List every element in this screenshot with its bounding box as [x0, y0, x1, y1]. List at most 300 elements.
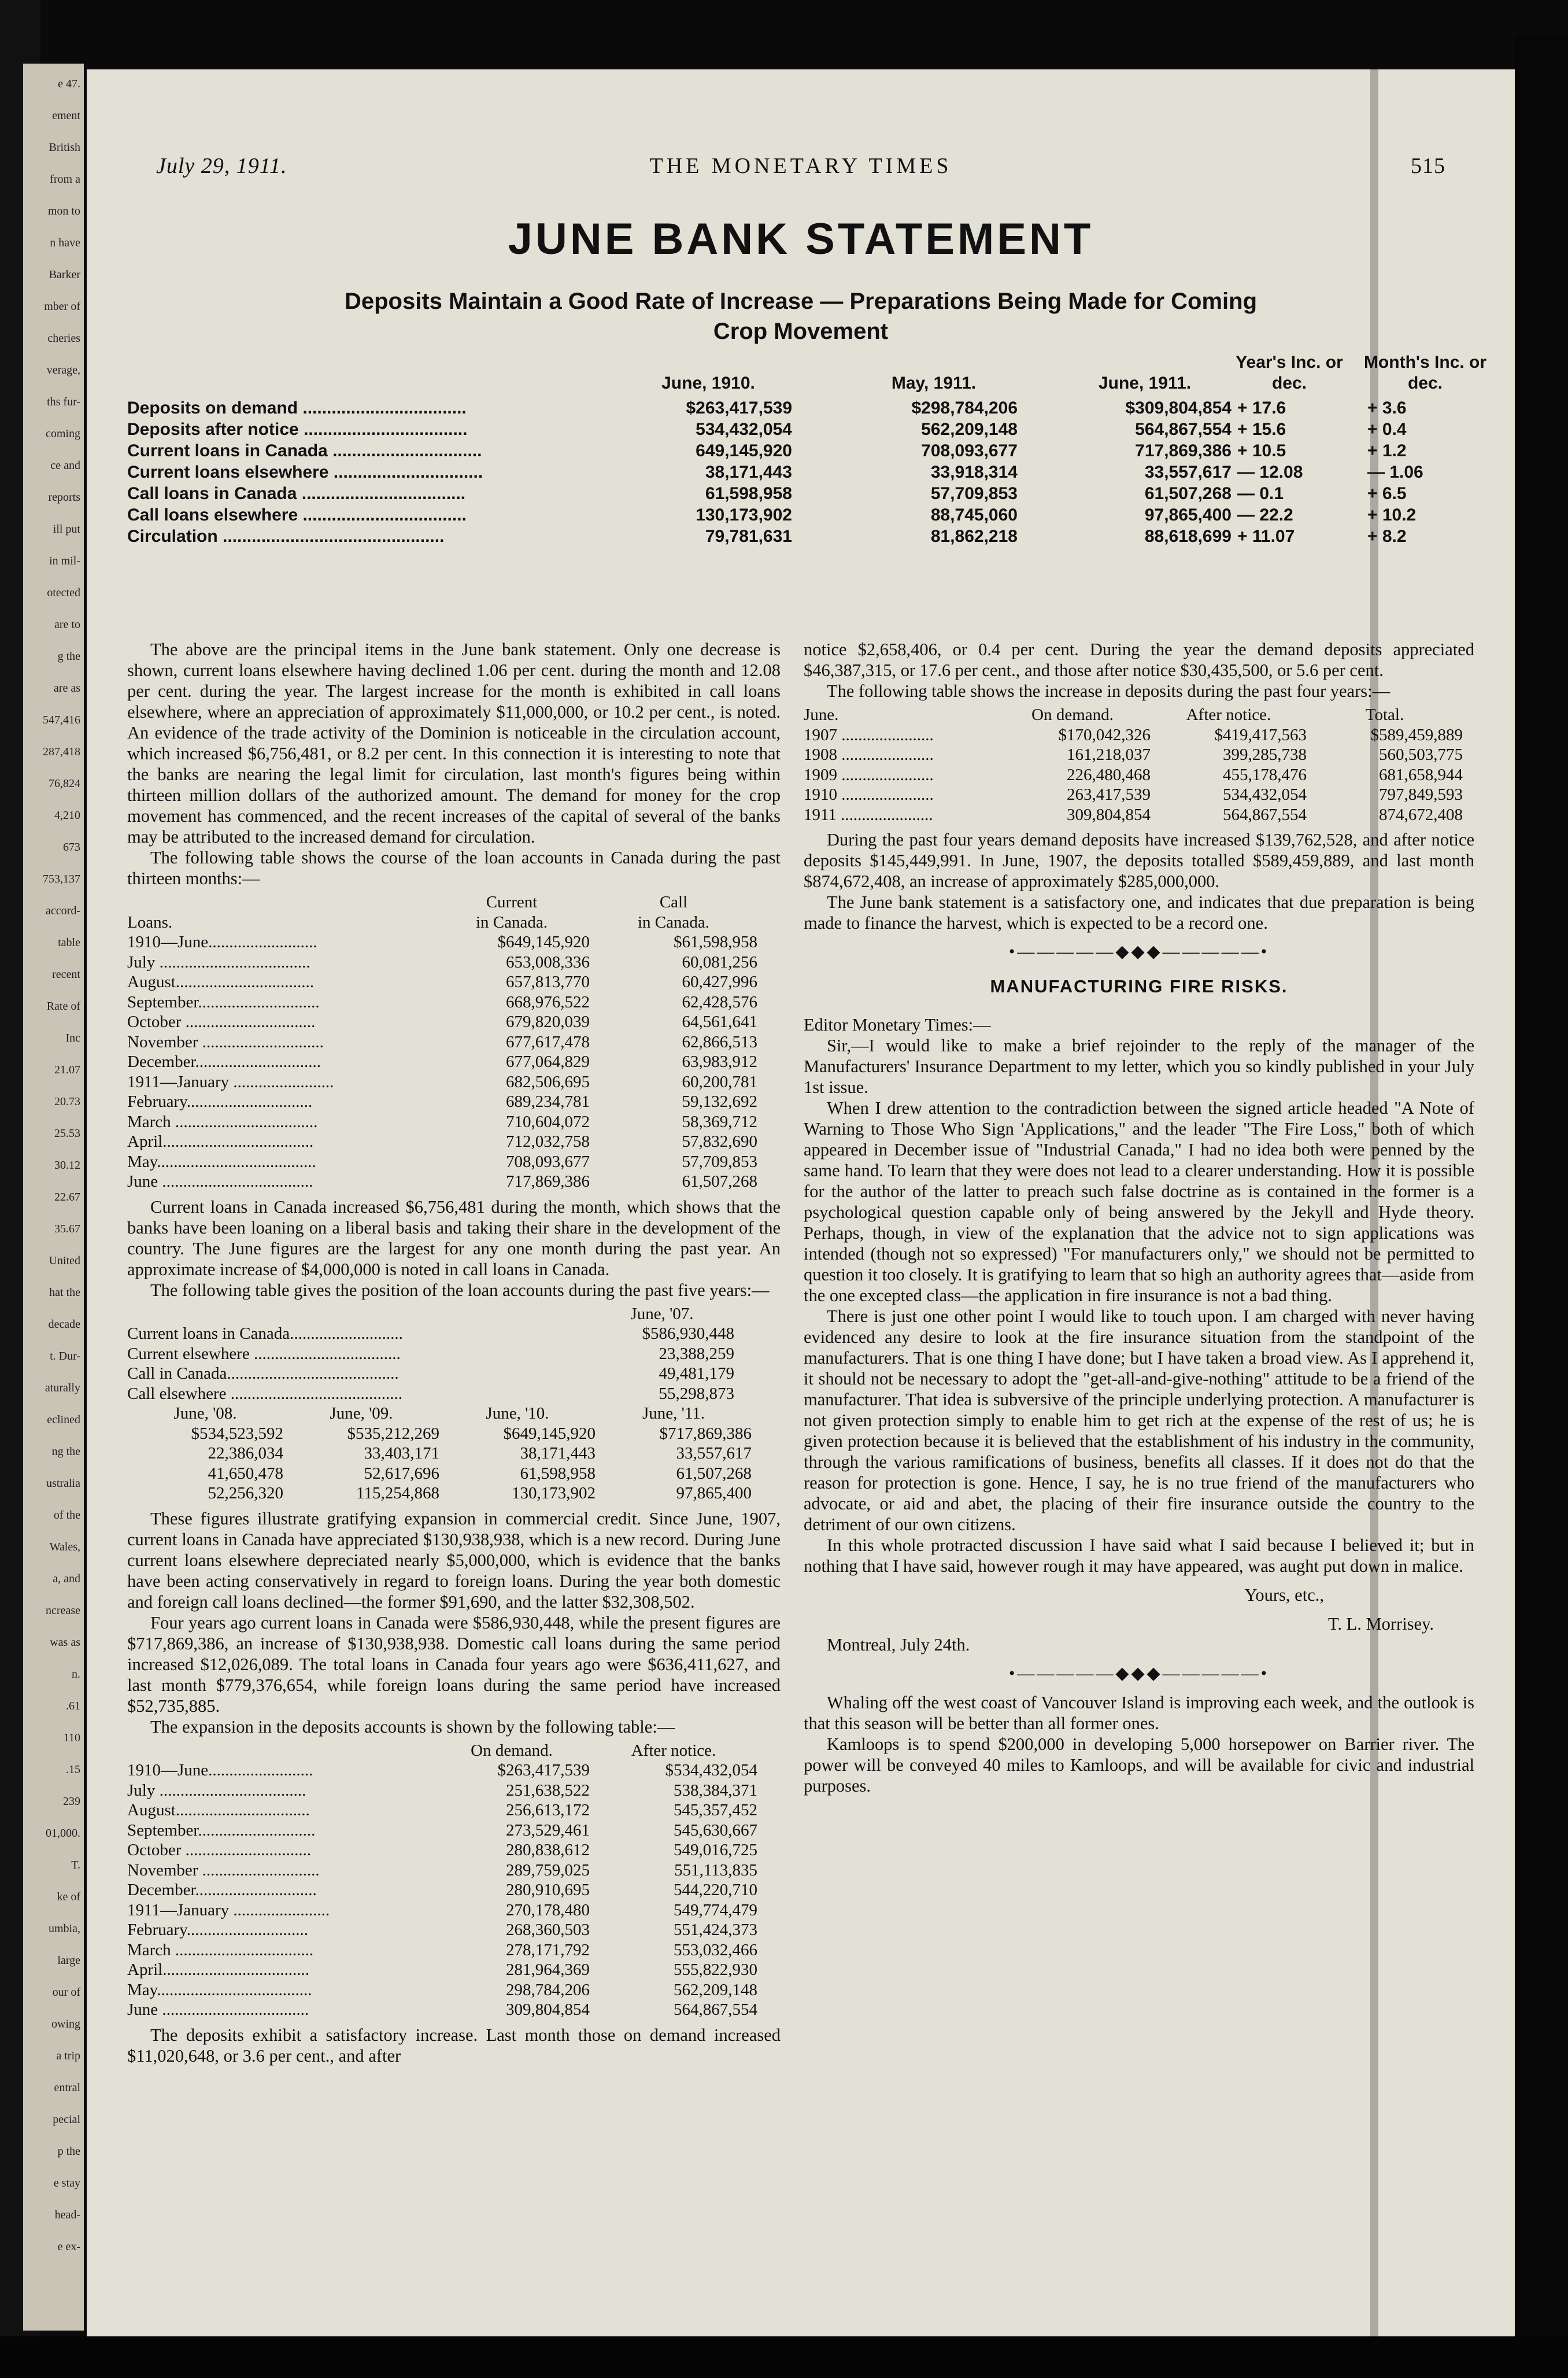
four-year-row-cell: 564,867,554: [1223, 805, 1307, 824]
deposits-row-cell: 549,774,479: [674, 1900, 757, 1919]
col-header-june-1910: June, 1910.: [661, 374, 755, 393]
margin-fragment: ce and: [50, 459, 80, 472]
deposits-row: [127, 1860, 781, 1881]
five-year-cell: 61,507,268: [676, 1464, 752, 1483]
summary-cell: 717,869,386: [1135, 441, 1232, 460]
summary-table: [127, 350, 1492, 547]
loans-row-cell: 64,561,641: [682, 1013, 757, 1031]
loans-row-cell: 60,427,996: [682, 973, 757, 991]
paragraph: These figures illustrate gratifying expansion in commercial credit. Since June, 1907, current loans in Canada have appreciated $130,938,938, which is a new record. During June current loans elsewhere depreciated nearly $5,000,000, which is evidence that the banks have been acting conservatively in regard to foreign loans. During the year both domestic and foreign call loans declined—the former $91,690, and the latter $32,308,502.: [127, 1508, 781, 1612]
four-year-row-cell: 161,218,037: [1067, 745, 1151, 764]
four-year-header: Total.: [1365, 706, 1404, 724]
five-year-header: June, '07.: [630, 1304, 694, 1323]
loans-row: [127, 1092, 781, 1112]
deposits-row-cell: February.............................: [127, 1921, 309, 1939]
four-year-row: [804, 785, 1474, 805]
margin-fragment: our of: [52, 1986, 80, 1999]
loans-row-cell: 712,032,758: [506, 1132, 590, 1151]
loans-row-cell: 1911—January ........................: [127, 1072, 334, 1091]
loans-row-cell: 60,081,256: [682, 952, 757, 972]
deposits-row-cell: 545,357,452: [674, 1801, 757, 1819]
five-year-cell: $535,212,269: [347, 1424, 439, 1443]
loans-row-cell: 63,983,912: [682, 1053, 757, 1071]
dateline: Montreal, July 24th.: [827, 1635, 970, 1655]
summary-cell: + 6.5: [1367, 484, 1407, 503]
deposits-row-cell: 280,910,695: [506, 1881, 590, 1899]
margin-fragment: ustralia: [46, 1477, 80, 1490]
summary-cell: + 10.5: [1237, 441, 1286, 460]
deposits-row-cell: 538,384,371: [674, 1781, 757, 1800]
right-column: [804, 639, 1474, 1796]
margin-fragment: large: [57, 1954, 80, 1967]
summary-row: [127, 504, 1492, 526]
loans-row-cell: 59,132,692: [682, 1092, 757, 1111]
summary-cell: $298,784,206: [911, 398, 1018, 418]
summary-cell: Deposits after notice ..................................: [127, 420, 468, 439]
deposits-row-cell: $263,417,539: [497, 1761, 590, 1779]
deposits-table: [127, 1741, 781, 2020]
margin-fragment: ement: [52, 109, 80, 122]
summary-row: [127, 526, 1492, 547]
loans-row: [127, 1132, 781, 1152]
loans-row: [127, 972, 781, 992]
four-year-table: [804, 705, 1474, 825]
loans-row-cell: June ....................................: [127, 1172, 313, 1191]
four-year-row-cell: 263,417,539: [1067, 785, 1151, 804]
paragraph: Current loans in Canada increased $6,756,481 during the month, which shows that the banks have been loaning on a liberal basis and taking their share in the development of the country. The June figures are the largest for any one month during the past year. An approximate increase of $4,000,000 is noted in call loans in Canada.: [127, 1197, 781, 1279]
loans-row-cell: November .............................: [127, 1032, 324, 1051]
news-item: Kamloops is to spend $200,000 in developing 5,000 horsepower on Barrier river. The power will be conveyed 40 miles to Kamloops, and will be available for civic and industrial purposes.: [804, 1734, 1474, 1796]
summary-table-header: [127, 350, 1492, 397]
four-year-row-cell: 1908 ......................: [804, 745, 934, 764]
margin-fragment: reports: [48, 491, 80, 504]
loans-row-cell: October ...............................: [127, 1013, 316, 1031]
letter-paragraph: Sir,—I would like to make a brief rejoinder to the reply of the manager of the Manufacturers' Insurance Department to my letter, which you so kindly published in your July 1st issue.: [804, 1036, 1474, 1097]
summary-cell: 33,557,617: [1144, 463, 1232, 482]
loans-row-cell: $61,598,958: [674, 933, 757, 951]
summary-cell: 79,781,631: [705, 527, 792, 546]
summary-cell: 562,209,148: [921, 420, 1018, 439]
five-year-row-cell: 23,388,259: [659, 1344, 734, 1363]
loans-row-cell: 677,617,478: [506, 1032, 590, 1051]
margin-fragment: ng the: [51, 1445, 80, 1458]
loans-row-cell: 717,869,386: [506, 1172, 590, 1191]
margin-fragment: .15: [66, 1763, 80, 1776]
deposits-row: [127, 1880, 781, 1900]
loans-row: [127, 1172, 781, 1192]
loans-row-cell: 679,820,039: [506, 1013, 590, 1031]
loans-row-cell: 62,428,576: [682, 992, 757, 1011]
summary-cell: $263,417,539: [686, 398, 792, 418]
scan-edge: [1515, 35, 1568, 2342]
five-year-cell: 38,171,443: [520, 1444, 596, 1463]
margin-fragment: entral: [54, 2081, 80, 2094]
margin-fragment: e 47.: [58, 77, 80, 90]
five-year-row: [127, 1443, 781, 1464]
deposits-row-cell: 551,424,373: [674, 1921, 757, 1939]
summary-cell: + 0.4: [1367, 420, 1407, 439]
margin-fragment: recent: [52, 968, 80, 981]
five-year-row: [127, 1364, 781, 1384]
four-year-row-cell: 1910 ......................: [804, 785, 934, 804]
four-year-row-cell: 797,849,593: [1379, 785, 1463, 804]
margin-fragment: a, and: [53, 1572, 80, 1585]
page-number: 515: [1411, 154, 1445, 178]
deposits-row-cell: 564,867,554: [674, 2000, 757, 2019]
margin-fragment: 01,000.: [46, 1827, 80, 1840]
summary-cell: 81,862,218: [930, 527, 1018, 546]
margin-fragment: 753,137: [43, 873, 80, 885]
margin-fragment: p the: [57, 2145, 80, 2158]
five-year-cell: 33,557,617: [676, 1444, 752, 1463]
loans-row: [127, 1072, 781, 1092]
margin-fragment: mber of: [44, 300, 80, 313]
margin-fragment: head-: [54, 2209, 80, 2221]
loans-row-cell: 60,200,781: [682, 1072, 757, 1091]
loans-row-cell: 677,064,829: [506, 1053, 590, 1071]
deposits-row: [127, 1781, 781, 1801]
loans-row-cell: $649,145,920: [497, 933, 590, 951]
four-year-row: [804, 765, 1474, 785]
deposits-row-cell: September............................: [127, 1821, 316, 1840]
four-year-row-cell: 1907 ......................: [804, 725, 934, 744]
four-year-row-cell: 399,285,738: [1223, 745, 1307, 764]
four-year-row-cell: 874,672,408: [1379, 805, 1463, 824]
loans-row-cell: 682,506,695: [506, 1072, 590, 1091]
deposits-row-cell: 555,822,930: [674, 1960, 757, 1979]
five-year-row-cell: Call in Canada.........................................: [127, 1364, 399, 1383]
loans-row-cell: February..............................: [127, 1092, 313, 1111]
five-year-row-cell: $586,930,448: [642, 1324, 734, 1343]
loans-row-cell: July ....................................: [127, 952, 310, 972]
five-year-row-cell: Current loans in Canada...........................: [127, 1324, 403, 1343]
header-date: July 29, 1911.: [156, 154, 287, 178]
loans-row-cell: August.................................: [127, 973, 315, 991]
five-year-header: June, '08.: [173, 1404, 237, 1423]
summary-cell: + 3.6: [1367, 398, 1407, 418]
summary-row: [127, 397, 1492, 419]
deposits-row-cell: 268,360,503: [506, 1921, 590, 1939]
col-header-may-1911: May, 1911.: [891, 374, 977, 393]
loans-row-cell: 61,507,268: [682, 1172, 757, 1191]
margin-fragment: 110: [63, 1731, 80, 1744]
deposits-row-cell: 545,630,667: [674, 1821, 757, 1840]
four-year-row-cell: 455,178,476: [1223, 765, 1307, 784]
loans-row-cell: 710,604,072: [506, 1112, 590, 1131]
margin-fragment: .61: [66, 1700, 80, 1712]
margin-fragment: United: [49, 1254, 80, 1267]
five-year-row-cell: Current elsewhere ...................................: [127, 1344, 401, 1363]
paragraph: The June bank statement is a satisfactory one, and indicates that due preparation is being made to finance the harvest, which is expected to be a record one.: [804, 892, 1474, 933]
deposits-table-header: On demand.: [471, 1741, 553, 1760]
deposits-row-cell: 298,784,206: [506, 1980, 590, 1999]
margin-fragment: pecial: [53, 2113, 80, 2126]
five-year-cell: 22,386,034: [208, 1444, 283, 1463]
deposits-row-cell: 551,113,835: [674, 1860, 757, 1879]
five-year-row: [127, 1424, 781, 1444]
ornament-divider: •—————◆◆◆—————•: [1008, 1664, 1270, 1683]
deposits-row: [127, 1920, 781, 1940]
paragraph: During the past four years demand deposits have increased $139,762,528, and after notice deposits $145,449,991. In June, 1907, the deposits totalled $589,459,889, and last month $874,672,408, an increase of approximately $285,000,000.: [804, 830, 1474, 891]
five-year-cell: $649,145,920: [503, 1424, 596, 1443]
margin-fragment: 30.12: [54, 1159, 80, 1172]
margin-fragment: coming: [46, 427, 80, 440]
deposits-row-cell: June ...................................: [127, 2000, 309, 2019]
subheadline-line-2: Crop Movement: [713, 319, 889, 344]
margin-fragment: 22.67: [54, 1191, 80, 1203]
facing-page-margin: [23, 64, 84, 2331]
five-year-cell: 97,865,400: [676, 1484, 752, 1502]
summary-cell: + 10.2: [1367, 505, 1417, 525]
loans-row: [127, 1112, 781, 1132]
loans-row: [127, 1152, 781, 1172]
loans-table-header: in Canada.: [637, 913, 709, 932]
four-year-row-cell: 309,804,854: [1067, 805, 1151, 824]
summary-cell: 61,507,268: [1144, 484, 1232, 503]
margin-fragment: 4,210: [54, 809, 80, 822]
four-year-row-cell: 560,503,775: [1379, 745, 1463, 764]
five-year-row-cell: 55,298,873: [659, 1384, 734, 1403]
paragraph: The expansion in the deposits accounts is shown by the following table:—: [150, 1716, 675, 1737]
margin-fragment: owing: [51, 2018, 80, 2030]
salutation: Editor Monetary Times:—: [804, 1015, 991, 1035]
margin-fragment: 673: [63, 841, 80, 854]
margin-fragment: cheries: [47, 332, 80, 345]
margin-fragment: ncrease: [46, 1604, 80, 1617]
loans-row-cell: 668,976,522: [506, 992, 590, 1011]
four-year-row: [804, 745, 1474, 765]
margin-fragment: hat the: [49, 1286, 80, 1299]
loans-row-cell: 657,813,770: [506, 973, 590, 991]
deposits-row: [127, 1760, 781, 1781]
deposits-row-cell: 251,638,522: [506, 1781, 590, 1800]
margin-fragment: Barker: [49, 268, 80, 281]
deposits-row-cell: 544,220,710: [674, 1881, 757, 1899]
margin-fragment: mon to: [47, 205, 80, 217]
four-year-header: After notice.: [1186, 706, 1271, 724]
deposits-row: [127, 1900, 781, 1921]
four-year-row-cell: $170,042,326: [1058, 725, 1151, 744]
deposits-row-cell: 553,032,466: [674, 1940, 757, 1959]
margin-fragment: from a: [50, 173, 80, 186]
margin-fragment: British: [49, 141, 80, 154]
deposits-row: [127, 1960, 781, 1980]
summary-cell: 649,145,920: [696, 441, 792, 460]
summary-cell: + 1.2: [1367, 441, 1407, 460]
margin-fragment: aturally: [45, 1382, 80, 1394]
summary-cell: 33,918,314: [930, 463, 1018, 482]
deposits-row: [127, 1940, 781, 1960]
loans-row-cell: April....................................: [127, 1132, 314, 1151]
summary-cell: 38,171,443: [705, 463, 792, 482]
summary-cell: 130,173,902: [696, 505, 792, 525]
five-year-table: [127, 1304, 781, 1504]
loans-row-cell: 57,832,690: [682, 1132, 757, 1151]
deposits-row: [127, 1821, 781, 1841]
letter-paragraph: When I drew attention to the contradiction between the signed article headed "A Note of Warning to Those Who Sign 'Applications," and the leader "The Fire Loss," both of which appeared in December issue of "Industrial Canada," I had no idea both were penned by the same hand. To learn that they were does not lead to a clearer understanding. How it is possible for the author of the latter to preach such false doctrine as is contained in the former is a psychological question capable only of being answered by the Jekyll and Hyde theory. Perhaps, though, in view of the explanation that the advice not to sign applications was intended (though not so expressed) "For manufacturers only," we should not be permitted to question it too closely. It is gratifying to learn that so high an authority agrees that—aside from the one excepted class—the application in fire insurance is not a bad thing.: [804, 1098, 1474, 1305]
five-year-cell: $717,869,386: [659, 1424, 752, 1443]
deposits-table-header: After notice.: [631, 1741, 716, 1760]
subheadline: [87, 286, 1515, 346]
loans-row-cell: September.............................: [127, 992, 320, 1011]
four-year-row-cell: $419,417,563: [1214, 725, 1307, 744]
five-year-header: June, '11.: [642, 1404, 705, 1423]
summary-cell: 88,618,699: [1144, 527, 1232, 546]
loans-row-cell: May......................................: [127, 1152, 316, 1171]
margin-fragment: in mil-: [49, 555, 80, 567]
margin-fragment: 287,418: [43, 745, 80, 758]
paragraph: Four years ago current loans in Canada were $586,930,448, while the present figures are $717,869,386, an increase of $130,938,938. Domestic call loans during the same period increased $12,026,089. The total loans in Canada four years ago were $636,411,627, and last month $779,376,654, while foreign loans during the same period have increased $52,735,885.: [127, 1612, 781, 1716]
summary-cell: — 0.1: [1237, 484, 1284, 503]
summary-cell: Deposits on demand ..................................: [127, 398, 467, 418]
margin-fragment: 547,416: [43, 714, 80, 726]
letter-paragraph: There is just one other point I would like to touch upon. I am charged with never having evidenced any desire to look at the fire insurance situation from the standpoint of the manufacturers. That is one thing I have done; but I have taken a broad view. As I apprehend it, it should not be necessary to adopt the "get-all-and-give-nothing" attitude to be a friend of the manufacturer. That idea is subversive of the principle underlying protection. A manufacturer is not given protection simply to enable him to get rich at the expense of the rest of us; he is given protection because it is believed that the establishment of his industry in the community, through the various ramifications of business, benefits all classes. If it does not do that the reason for protection is gone. Hence, I say, he is no true friend of the manufacturers who advocate, or aid and abet, the placing of their fire insurance outside the country to the detriment of our own citizens.: [804, 1306, 1474, 1534]
five-year-row: [127, 1483, 781, 1504]
five-year-header: June, '09.: [330, 1404, 393, 1423]
loans-row: [127, 1052, 781, 1072]
four-year-row: [804, 725, 1474, 745]
deposits-table-header: [127, 1741, 434, 1761]
deposits-row-cell: October ..............................: [127, 1841, 312, 1859]
loans-table-header: [127, 892, 434, 913]
summary-cell: Circulation ..............................................: [127, 527, 445, 546]
margin-fragment: 76,824: [49, 777, 80, 790]
summary-cell: + 11.07: [1237, 527, 1295, 546]
section-heading: MANUFACTURING FIRE RISKS.: [990, 976, 1288, 996]
margin-fragment: T.: [71, 1859, 80, 1871]
col-header-june-1911: June, 1911.: [1098, 374, 1192, 393]
four-year-row-cell: 1911 ......................: [804, 805, 933, 824]
scan-border: [0, 2336, 1568, 2378]
margin-fragment: e stay: [53, 2177, 80, 2189]
deposits-row-cell: 1911—January .......................: [127, 1900, 330, 1919]
summary-row: [127, 440, 1492, 461]
deposits-row-cell: 273,529,461: [506, 1821, 590, 1840]
summary-cell: Call loans in Canada ..................................: [127, 484, 466, 503]
loans-row: [127, 932, 781, 952]
summary-cell: — 12.08: [1237, 463, 1303, 482]
five-year-row: [127, 1324, 781, 1344]
deposits-row-cell: August................................: [127, 1801, 310, 1819]
margin-fragment: 25.53: [54, 1127, 80, 1140]
deposits-row-cell: April...................................: [127, 1960, 309, 1979]
loans-table-header: Call: [659, 893, 688, 911]
deposits-row-cell: May.....................................: [127, 1980, 312, 1999]
news-item: Whaling off the west coast of Vancouver Island is improving each week, and the outlook is that this season will be better than all former ones.: [804, 1693, 1474, 1733]
summary-row: [127, 461, 1492, 483]
loans-row-cell: March ..................................: [127, 1112, 318, 1131]
summary-cell: — 22.2: [1237, 505, 1293, 525]
closing: Yours, etc.,: [1244, 1585, 1324, 1605]
four-year-header: On demand.: [1031, 706, 1114, 724]
four-year-row-cell: 226,480,468: [1067, 765, 1151, 784]
deposits-row-cell: 281,964,369: [506, 1960, 590, 1979]
margin-fragment: otected: [47, 586, 80, 599]
margin-fragment: ke of: [57, 1890, 80, 1903]
deposits-row-cell: 270,178,480: [506, 1900, 590, 1919]
ornament-divider: •—————◆◆◆—————•: [1008, 942, 1270, 961]
five-year-row-cell: Call elsewhere .........................................: [127, 1384, 403, 1403]
five-year-cell: 130,173,902: [512, 1484, 596, 1502]
subheadline-line-1: Deposits Maintain a Good Rate of Increase — Preparations Being Made for Coming: [344, 289, 1258, 314]
five-year-cell: 61,598,958: [520, 1464, 596, 1483]
margin-fragment: are to: [54, 618, 80, 631]
loans-row-cell: 708,093,677: [506, 1152, 590, 1171]
margin-fragment: table: [58, 936, 80, 949]
four-year-row: [804, 805, 1474, 825]
newspaper-page: [87, 69, 1515, 2336]
margin-fragment: was as: [50, 1636, 80, 1649]
deposits-row-cell: 289,759,025: [506, 1860, 590, 1879]
margin-fragment: umbia,: [49, 1922, 80, 1935]
loans-table: [127, 892, 781, 1192]
deposits-row-cell: 1910—June.........................: [127, 1761, 313, 1779]
deposits-row-cell: December.............................: [127, 1881, 317, 1899]
summary-cell: 534,432,054: [696, 420, 792, 439]
paragraph: The deposits exhibit a satisfactory increase. Last month those on demand increased $11,020,648, or 3.6 per cent., and after: [127, 2025, 781, 2066]
summary-cell: + 17.6: [1237, 398, 1286, 418]
five-year-row-cell: 49,481,179: [659, 1364, 734, 1383]
summary-cell: 57,709,853: [930, 484, 1018, 503]
margin-fragment: are as: [53, 682, 80, 695]
margin-fragment: of the: [53, 1509, 80, 1522]
four-year-row-cell: 534,432,054: [1223, 785, 1307, 804]
margin-fragment: decade: [48, 1318, 80, 1331]
loans-table-header: in Canada.: [475, 913, 548, 932]
summary-cell: Current loans in Canada ...............................: [127, 441, 482, 460]
five-year-cell: 52,256,320: [208, 1484, 283, 1502]
margin-fragment: g the: [57, 650, 80, 663]
summary-cell: Call loans elsewhere ..................................: [127, 505, 467, 525]
margin-fragment: n have: [50, 237, 80, 249]
deposits-row-cell: November ............................: [127, 1860, 320, 1879]
summary-cell: 61,598,958: [705, 484, 792, 503]
margin-fragment: ill put: [53, 523, 80, 536]
paragraph: The above are the principal items in the June bank statement. Only one decrease is shown, current loans elsewhere having declined 1.06 per cent. during the month and 12.08 per cent. during the year. The largest increase for the month is exhibited in call loans elsewhere, where an appreciation of approximately $11,000,000, or 10.2 per cent., is noted. An evidence of the trade activity of the Dominion is noticeable in the circulation account, which increased $6,756,481, or 8.2 per cent. In this connection it is interesting to note that the banks are nearing the legal limit for circulation, last month's figures being within thirteen million dollars of the authorized amount. The demand for money for the crop movement has commenced, and the recent increases of the capital of several of the banks may be attributed to the increased demand for circulation.: [127, 640, 781, 847]
five-year-row: [127, 1384, 781, 1404]
margin-fragment: ths fur-: [47, 396, 80, 408]
five-year-cell: 115,254,868: [356, 1484, 439, 1502]
deposits-row-cell: $534,432,054: [665, 1761, 757, 1779]
deposits-row-cell: 256,613,172: [506, 1801, 590, 1819]
loans-row: [127, 1032, 781, 1053]
loans-row-cell: 689,234,781: [506, 1092, 590, 1111]
four-year-row-cell: $589,459,889: [1370, 725, 1463, 744]
deposits-row: [127, 2000, 781, 2020]
loans-row-cell: 653,008,336: [506, 952, 590, 972]
col-header-year-change: Year's Inc. or dec.: [1236, 353, 1343, 393]
margin-fragment: Inc: [65, 1032, 80, 1044]
col-header-month-change: Month's Inc. or dec.: [1363, 353, 1487, 393]
margin-fragment: accord-: [46, 904, 80, 917]
deposits-row-cell: March .................................: [127, 1940, 314, 1959]
margin-fragment: Rate of: [46, 1000, 80, 1013]
summary-cell: + 15.6: [1237, 420, 1286, 439]
deposits-row: [127, 1840, 781, 1860]
margin-fragment: t. Dur-: [50, 1350, 80, 1362]
margin-fragment: 21.07: [54, 1064, 80, 1076]
summary-row: [127, 483, 1492, 504]
margin-fragment: 20.73: [54, 1095, 80, 1108]
summary-cell: 88,745,060: [930, 505, 1018, 525]
summary-row: [127, 419, 1492, 440]
loans-row: [127, 952, 781, 973]
five-year-header: June, '10.: [486, 1404, 549, 1423]
four-year-row-cell: 681,658,944: [1379, 765, 1463, 784]
deposits-row-cell: 562,209,148: [674, 1980, 757, 1999]
deposits-row: [127, 1800, 781, 1821]
paragraph: notice $2,658,406, or 0.4 per cent. During the year the demand deposits appreciated $46,387,315, or 17.6 per cent., and those after notice $30,435,500, or 5.6 per cent.: [804, 640, 1474, 680]
